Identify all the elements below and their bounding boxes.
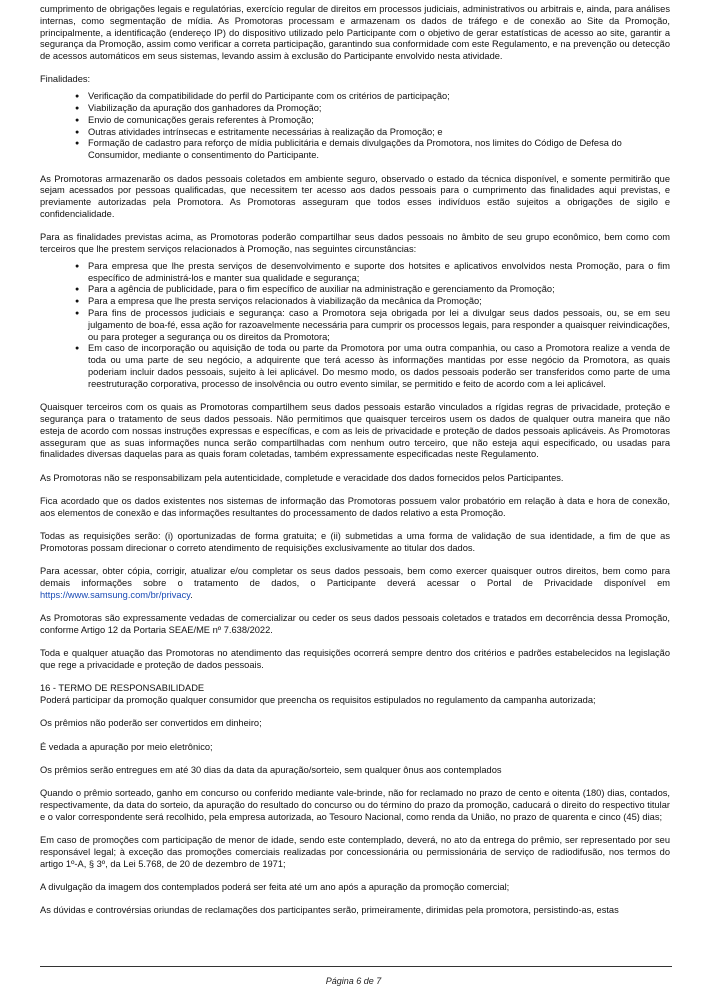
paragraph-atuacao: Toda e qualquer atuação das Promotoras no atendimento das requisições ocorrerá sempre dentro dos critérios e padrões estabelecidos na legislação que rege a privacidade e proteção de dados pessoais. [40,648,670,670]
list-item: ● Para empresa que lhe presta serviços de desenvolvimento e suporte dos hotsites e aplicativos envolvidos nesta Promoção, para o fim específico de administrá-los e manter sua qualidade e segurança; [88,261,670,285]
list-item: ● Para a agência de publicidade, para o fim específico de auxiliar na administração e gerenciamento da Promoção; [88,284,670,296]
list-item: ● Para a empresa que lhe presta serviços relacionados à viabilização da mecânica da Promoção; [88,296,670,308]
list-item: ● Outras atividades intrínsecas e estritamente necessárias à realização da Promoção; e [88,127,670,139]
paragraph-armazenamento: As Promotoras armazenarão os dados pessoais coletados em ambiente seguro, observado o estado da técnica disponível, e somente permitirão que sejam acessados por pessoas qualificadas, que necessitem ter acesso aos dados pessoais para o cumprimento das finalidades aqui previstas, e previamente autorizadas pela Promotora. As Promotoras asseguram que todos esses indivíduos estão sujeitos a obrigações de sigilo e confidencialidade. [40,173,670,219]
list-item: ● Envio de comunicações gerais referentes à Promoção; [88,115,670,127]
paragraph-requisicoes: Todas as requisições serão: (i) oportunizadas de forma gratuita; e (ii) submetidas a uma forma de validação de sua identidade, a fim de que as Promotoras possam direcionar o correto atendimento de requisições exclusivamente ao titular dos dados. [40,530,670,553]
paragraph-autenticidade: As Promotoras não se responsabilizam pela autenticidade, completude e veracidade dos dados fornecidos pelos Participantes. [40,472,564,483]
privacy-portal-link[interactable]: https://www.samsung.com/br/privacy [40,589,191,600]
list-item: ● Viabilização da apuração dos ganhadores da Promoção; [88,103,670,115]
paragraph-divulgacao: A divulgação da imagem dos contemplados poderá ser feita até um ano após a apuração da promoção comercial; [40,881,510,892]
paragraph-participar: Poderá participar da promoção qualquer consumidor que preencha os requisitos estipulados no regulamento da campanha autorizada; [40,694,596,705]
paragraph-vedada-apuracao: É vedada a apuração por meio eletrônico; [40,741,213,752]
finalidades-list [40,91,670,162]
footer-divider [40,966,672,967]
circunstancias-list [40,261,670,391]
paragraph-premios-dinheiro: Os prêmios não poderão ser convertidos em dinheiro; [40,718,262,729]
page-number: Página 6 de 7 [325,976,382,986]
list-item: ● Formação de cadastro para reforço de mídia publicitária e demais divulgações da Promotora, nos limites do Código de Defesa do Consumidor, mediante o consentimento do Participante. [88,138,670,162]
paragraph-premios-30-dias: Os prêmios serão entregues em até 30 dias da data da apuração/sorteio, sem qualquer ônus aos contemplados [40,764,502,775]
acessar-text: Para acessar, obter cópia, corrigir, atualizar e/ou completar os seus dados pessoais, bem como exercer quaisquer outros direitos, bem como para demais informações sobre o tratamento de dados, o Participante deverá acessar o Portal de Privacidade disponível em [40,566,670,588]
paragraph-vedadas: As Promotoras são expressamente vedadas de comercializar ou ceder os seus dados pessoais coletados e tratados em decorrência dessa Promoção, conforme Artigo 12 da Portaria SEAE/ME nº 7.638/2022. [40,612,670,635]
document-page [40,4,670,917]
acessar-end: . [190,589,193,600]
paragraph-compartilhamento: Para as finalidades previstas acima, as Promotoras poderão compartilhar seus dados pessoais no âmbito de seu grupo econômico, bem como com terceiros que lhe prestem serviços relacionados à Promoção, nas seguintes circunstâncias: [40,232,670,255]
finalidades-label: Finalidades: [40,74,91,85]
section-16-title: 16 - TERMO DE RESPONSABILIDADE [40,683,205,694]
paragraph-acessar [40,566,670,601]
paragraph-terceiros: Quaisquer terceiros com os quais as Promotoras compartilhem seus dados pessoais estarão vinculados a rígidas regras de privacidade, proteção e segurança para o tratamento de seus dados pessoais. Não permitimos que quaisquer terceiros usem os dados de qualquer outra maneira que não esteja de acordo com nossas instruções expressas e específicas, e com as leis de privacidade e proteção de dados pessoais aplicáveis. As Promotoras asseguram que as suas informações nunca serão compartilhadas com nenhum outro terceiro, que não esteja aqui especificado, ou usadas para finalidades diversas daquelas para as quais foram coletadas, também expressamente especificadas neste Regulamento. [40,402,670,460]
list-item: ● Em caso de incorporação ou aquisição de toda ou parte da Promotora por uma outra companhia, ou caso a Promotora realize a venda de toda ou uma parte de seu negócio, a adquirente que terá acesso às informações mantidas por esse negócio da Promotora, as quais poderiam incluir dados pessoais, sujeito à lei aplicável. Do mesmo modo, os dados pessoais poderão ser transferidos como parte de uma reestruturação corporativa, processo de insolvência ou outro evento similar, se permitido e feito de acordo com a lei aplicável. [88,343,670,390]
paragraph-menor-idade: Em caso de promoções com participação de menor de idade, sendo este contemplado, deverá, no ato da entrega do prêmio, ser representado por seu responsável legal; à exceção das promoções comerciais realizadas por concessionária ou permissionária de serviço de radiodifusão, nos termos do artigo 1º-A, § 3º, da Lei 5.768, de 20 de dezembro de 1971; [40,835,670,869]
list-item: ● Para fins de processos judiciais e segurança: caso a Promotora seja obrigada por lei a divulgar seus dados pessoais, ou, se em seu julgamento de boa-fé, essa ação for razoavelmente necessária para cumprir os processos legais, para responder a quaisquer reivindicações, ou para proteger a segurança ou os direitos da Promotora; [88,308,670,343]
paragraph-intro: cumprimento de obrigações legais e regulatórias, exercício regular de direitos em processos judiciais, administrativos ou arbitrais e, ainda, para análises internas, como segmentação de mídia. As Promotoras processam e armazenam os dados de tráfego e de conexão ao Site da Promoção, principalmente, a identificação (endereço IP) do dispositivo utilizado pelo Participante com o objetivo de gerar estatísticas de acesso ao site, garantir a segurança da Promoção, assim como verificar a correta participação, garantindo sua conformidade com este Regulamento, e na prevenção ou detecção de acessos automáticos em seus sistemas, levando assim à exclusão do Participante envolvido nesta atividade. [40,4,670,62]
list-item: ● Verificação da compatibilidade do perfil do Participante com os critérios de participação; [88,91,670,103]
paragraph-caducara: Quando o prêmio sorteado, ganho em concurso ou conferido mediante vale-brinde, não for reclamado no prazo de cento e oitenta (180) dias, contados, respectivamente, da data do sorteio, da apuração do resultado do concurso ou do término do prazo da promoção, caducará o direito do respectivo titular e o valor correspondente será recolhido, pela empresa autorizada, ao Tesouro Nacional, como renda da União, no prazo de quarenta e cinco (45) dias; [40,788,670,822]
paragraph-fica-acordado: Fica acordado que os dados existentes nos sistemas de informação das Promotoras possuem valor probatório em relação à data e hora de conexão, aos elementos de conexão e das informações resultantes do processamento de dados relativo a esta Promoção. [40,495,670,518]
paragraph-duvidas: As dúvidas e controvérsias oriundas de reclamações dos participantes serão, primeiramente, dirimidas pela promotora, persistindo-as, estas [40,905,619,916]
